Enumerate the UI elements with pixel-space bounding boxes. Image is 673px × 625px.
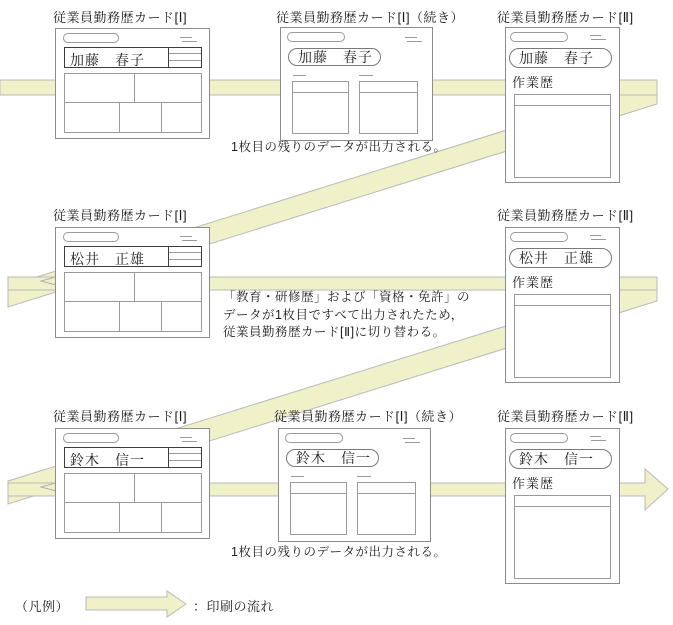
card-title-row1-form1-cont: 従業員勤務歴カード[Ⅰ]（続き）: [276, 10, 465, 25]
history-table: [64, 272, 202, 332]
page-mark-icon: [403, 438, 415, 439]
name-oval: [286, 449, 379, 467]
name-oval: [509, 248, 612, 268]
card-title-row2-form2: 従業員勤務歴カード[Ⅱ]: [497, 208, 634, 223]
header-field-icon: [285, 433, 343, 443]
column-label-mark: [359, 75, 373, 76]
data-column-left: [292, 81, 349, 134]
work-history-label: 作業歴: [512, 75, 555, 90]
legend-label: ：印刷の流れ: [193, 599, 275, 614]
employee-card-form1-cont-row3: [278, 428, 431, 542]
employee-name: 加藤 春子: [70, 52, 145, 68]
info-mini-table: [168, 247, 201, 266]
work-history-box: [514, 94, 611, 178]
header-field-icon: [63, 433, 119, 443]
name-oval: [509, 48, 612, 68]
info-mini-table: [168, 48, 201, 67]
page-mark-icon: [182, 240, 197, 241]
employee-card-form2-row3: [505, 428, 620, 584]
page-mark-icon: [180, 236, 192, 237]
info-mini-table: [168, 448, 201, 467]
page-mark-icon: [590, 436, 601, 437]
column-label-mark: [291, 476, 304, 477]
employee-card-form1-row1: [55, 28, 210, 139]
employee-name: 松井 正雄: [519, 250, 594, 266]
history-table: [64, 73, 202, 133]
card-title-row3-form2: 従業員勤務歴カード[Ⅱ]: [497, 409, 634, 424]
note-row2-line3: 従業員勤務歴カード[Ⅱ]に切り替わる。: [223, 325, 446, 339]
employee-card-form2-row1: [505, 27, 620, 183]
employee-name: 松井 正雄: [70, 251, 145, 267]
employee-name: 鈴木 信一: [70, 452, 145, 468]
employee-card-form1-row2: [55, 227, 210, 338]
name-oval: [509, 449, 612, 469]
data-column-right: [357, 482, 416, 535]
employee-name: 鈴木 信一: [296, 450, 371, 466]
card-title-row1-form1: 従業員勤務歴カード[Ⅰ]: [53, 10, 188, 25]
page-mark-icon: [591, 239, 606, 240]
page-mark-icon: [180, 437, 192, 438]
employee-name: 加藤 春子: [298, 49, 373, 65]
column-label-mark: [357, 476, 371, 477]
header-field-icon: [63, 33, 119, 43]
work-history-label: 作業歴: [512, 476, 555, 491]
header-field-icon: [510, 232, 568, 242]
note-row2: [223, 289, 470, 342]
work-history-box: [514, 294, 611, 378]
page-mark-icon: [182, 441, 197, 442]
note-row1: 1枚目の残りのデータが出力される。: [231, 140, 447, 154]
card-title-row2-form1: 従業員勤務歴カード[Ⅰ]: [53, 208, 188, 223]
page-mark-icon: [407, 41, 422, 42]
card-title-row3-form1: 従業員勤務歴カード[Ⅰ]: [53, 409, 188, 424]
header-field-icon: [63, 232, 119, 242]
data-column-left: [290, 482, 347, 535]
name-box: [64, 47, 202, 68]
name-oval: [288, 48, 381, 66]
column-label-mark: [293, 75, 306, 76]
work-history-box: [514, 495, 611, 579]
name-box: [64, 447, 202, 468]
header-field-icon: [287, 32, 345, 42]
note-row2-line2: データが1枚目ですべて出力されたため，: [223, 307, 464, 322]
note-row3: 1枚目の残りのデータが出力される。: [231, 545, 447, 559]
employee-name: 鈴木 信一: [519, 451, 594, 467]
header-field-icon: [510, 32, 568, 42]
employee-card-form1-cont-row1: [280, 27, 433, 141]
data-column-right: [359, 81, 418, 134]
page-mark-icon: [405, 37, 417, 38]
employee-card-form1-row3: [55, 428, 210, 539]
card-title-row3-form1-cont: 従業員勤務歴カード[Ⅰ]（続き）: [274, 409, 463, 424]
page-mark-icon: [590, 235, 601, 236]
header-field-icon: [510, 433, 568, 443]
page-mark-icon: [591, 440, 606, 441]
note-row2-line1: 「教育・研修歴」および「資格・免許」の: [223, 290, 471, 304]
page-mark-icon: [182, 41, 197, 42]
card-title-row1-form2: 従業員勤務歴カード[Ⅱ]: [497, 10, 634, 25]
name-box: [64, 246, 202, 267]
page-mark-icon: [180, 37, 192, 38]
history-table: [64, 473, 202, 533]
work-history-label: 作業歴: [512, 275, 555, 290]
page-mark-icon: [590, 35, 601, 36]
employee-name: 加藤 春子: [519, 50, 594, 66]
employee-card-form2-row2: [505, 227, 620, 383]
legend-prefix: （凡例）: [15, 599, 70, 614]
page-mark-icon: [405, 442, 420, 443]
page-mark-icon: [591, 39, 606, 40]
